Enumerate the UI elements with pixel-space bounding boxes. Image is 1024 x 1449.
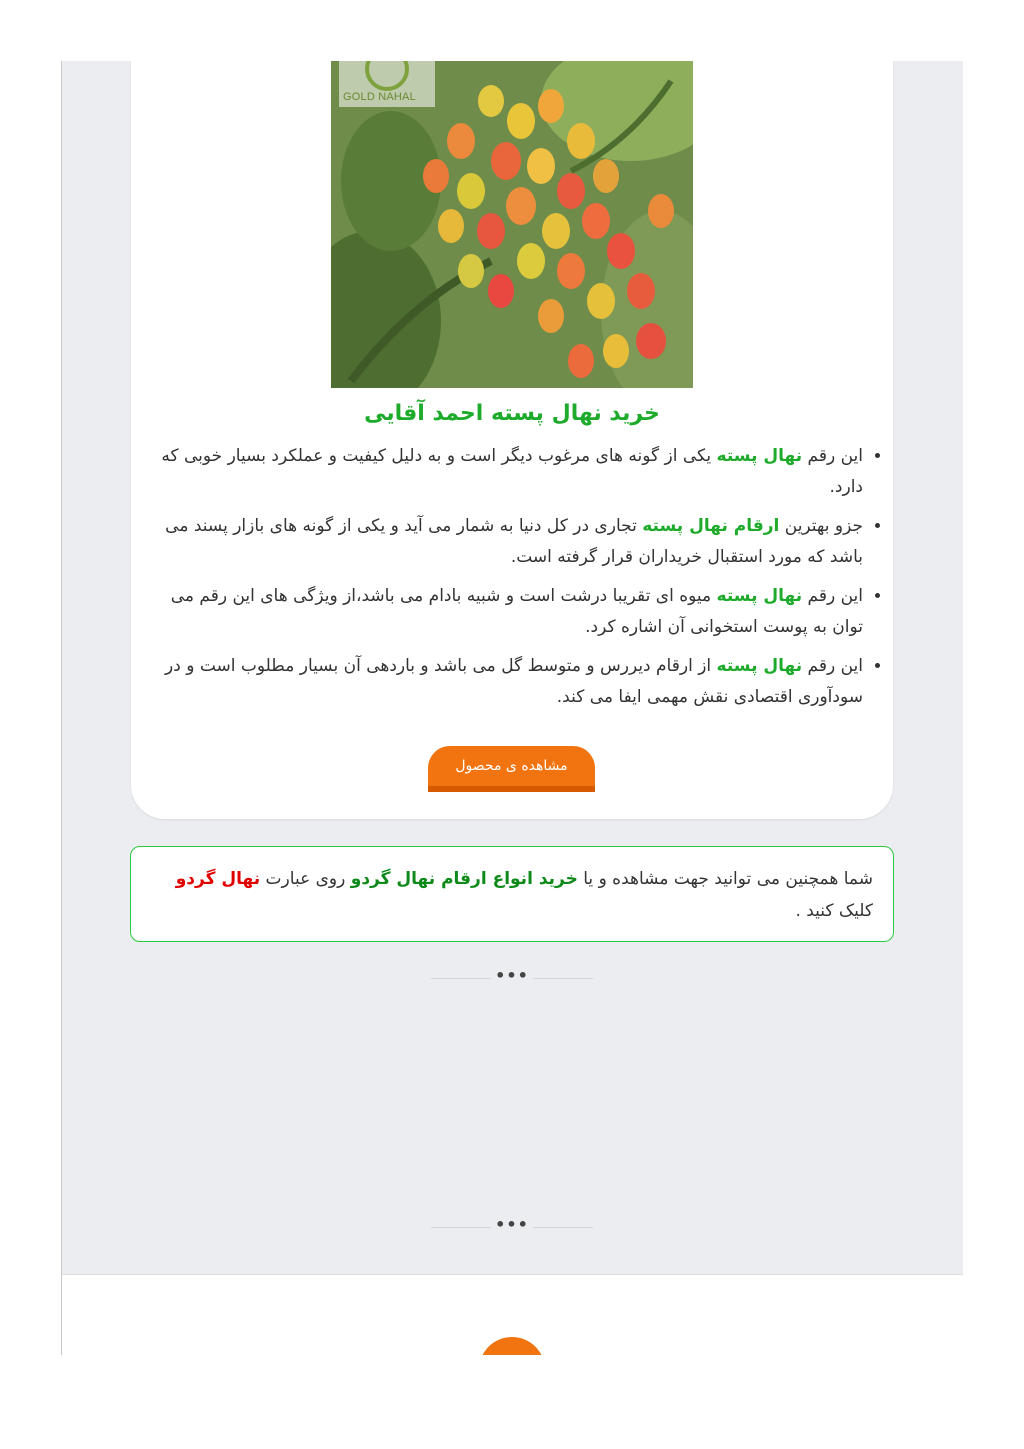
section-divider [431,1215,593,1234]
section-divider [431,966,593,985]
list-item [145,651,863,713]
bullet-text: از ارقام دیررس و متوسط گل می باشد و باردهی آن بسیار مطلوب است و در سودآوری اقتصادی نقش مهمی ایفا می کند. [165,656,863,707]
pistachio-seedling-link[interactable]: نهال پسته [716,586,803,606]
bullet-text: یکی از گونه های مرغوب دیگر است و به دلیل کیفیت و عملکرد بسیار خوبی که دارد. [161,446,863,497]
gold-nahal-logo [339,61,435,107]
product-card [131,61,893,819]
logo-g-mark [365,61,409,91]
divider-dots: ••• [495,1215,529,1234]
logo-text: GOLD NAHAL [343,91,416,103]
buy-walnut-varieties-link[interactable]: خرید انواع ارقام نهال گردو [350,869,578,889]
page-content-area [61,61,963,1355]
bullet-text: جزو بهترین [779,516,863,536]
footer-action-button[interactable] [479,1337,545,1355]
note-text: روی عبارت [260,869,351,889]
note-text: کلیک کنید . [795,901,873,921]
bullet-text: میوه ای تقریبا درشت است و شبیه بادام می باشد،از ویژگی های این رقم می توان به پوست استخوانی آن اشاره کرد. [170,586,863,637]
walnut-info-box [130,846,894,942]
bullet-text: این رقم [802,656,863,676]
footer [62,1274,963,1355]
pistachio-seedling-link[interactable]: نهال پسته [716,656,803,676]
pistachio-varieties-link[interactable]: ارقام نهال پسته [642,516,780,536]
note-text: شما همچنین می توانید جهت مشاهده و یا [577,869,873,889]
bullet-text: تجاری در کل دنیا به شمار می آید و یکی از گونه های بازار پسند می باشد که مورد استقبال خریداران قرار گرفته است. [165,516,863,567]
walnut-seedling-link[interactable]: نهال گردو [175,869,261,889]
divider-dots: ••• [495,966,529,985]
view-product-button[interactable]: مشاهده ی محصول [428,746,595,792]
list-item [145,511,863,573]
pistachio-photo [331,61,693,388]
list-item [145,441,863,503]
product-title: خرید نهال پسته احمد آقایی [364,401,660,426]
list-item [145,581,863,643]
bullet-text: این رقم [802,586,863,606]
feature-list [145,441,885,721]
bullet-text: این رقم [802,446,863,466]
pistachio-seedling-link[interactable]: نهال پسته [716,446,803,466]
